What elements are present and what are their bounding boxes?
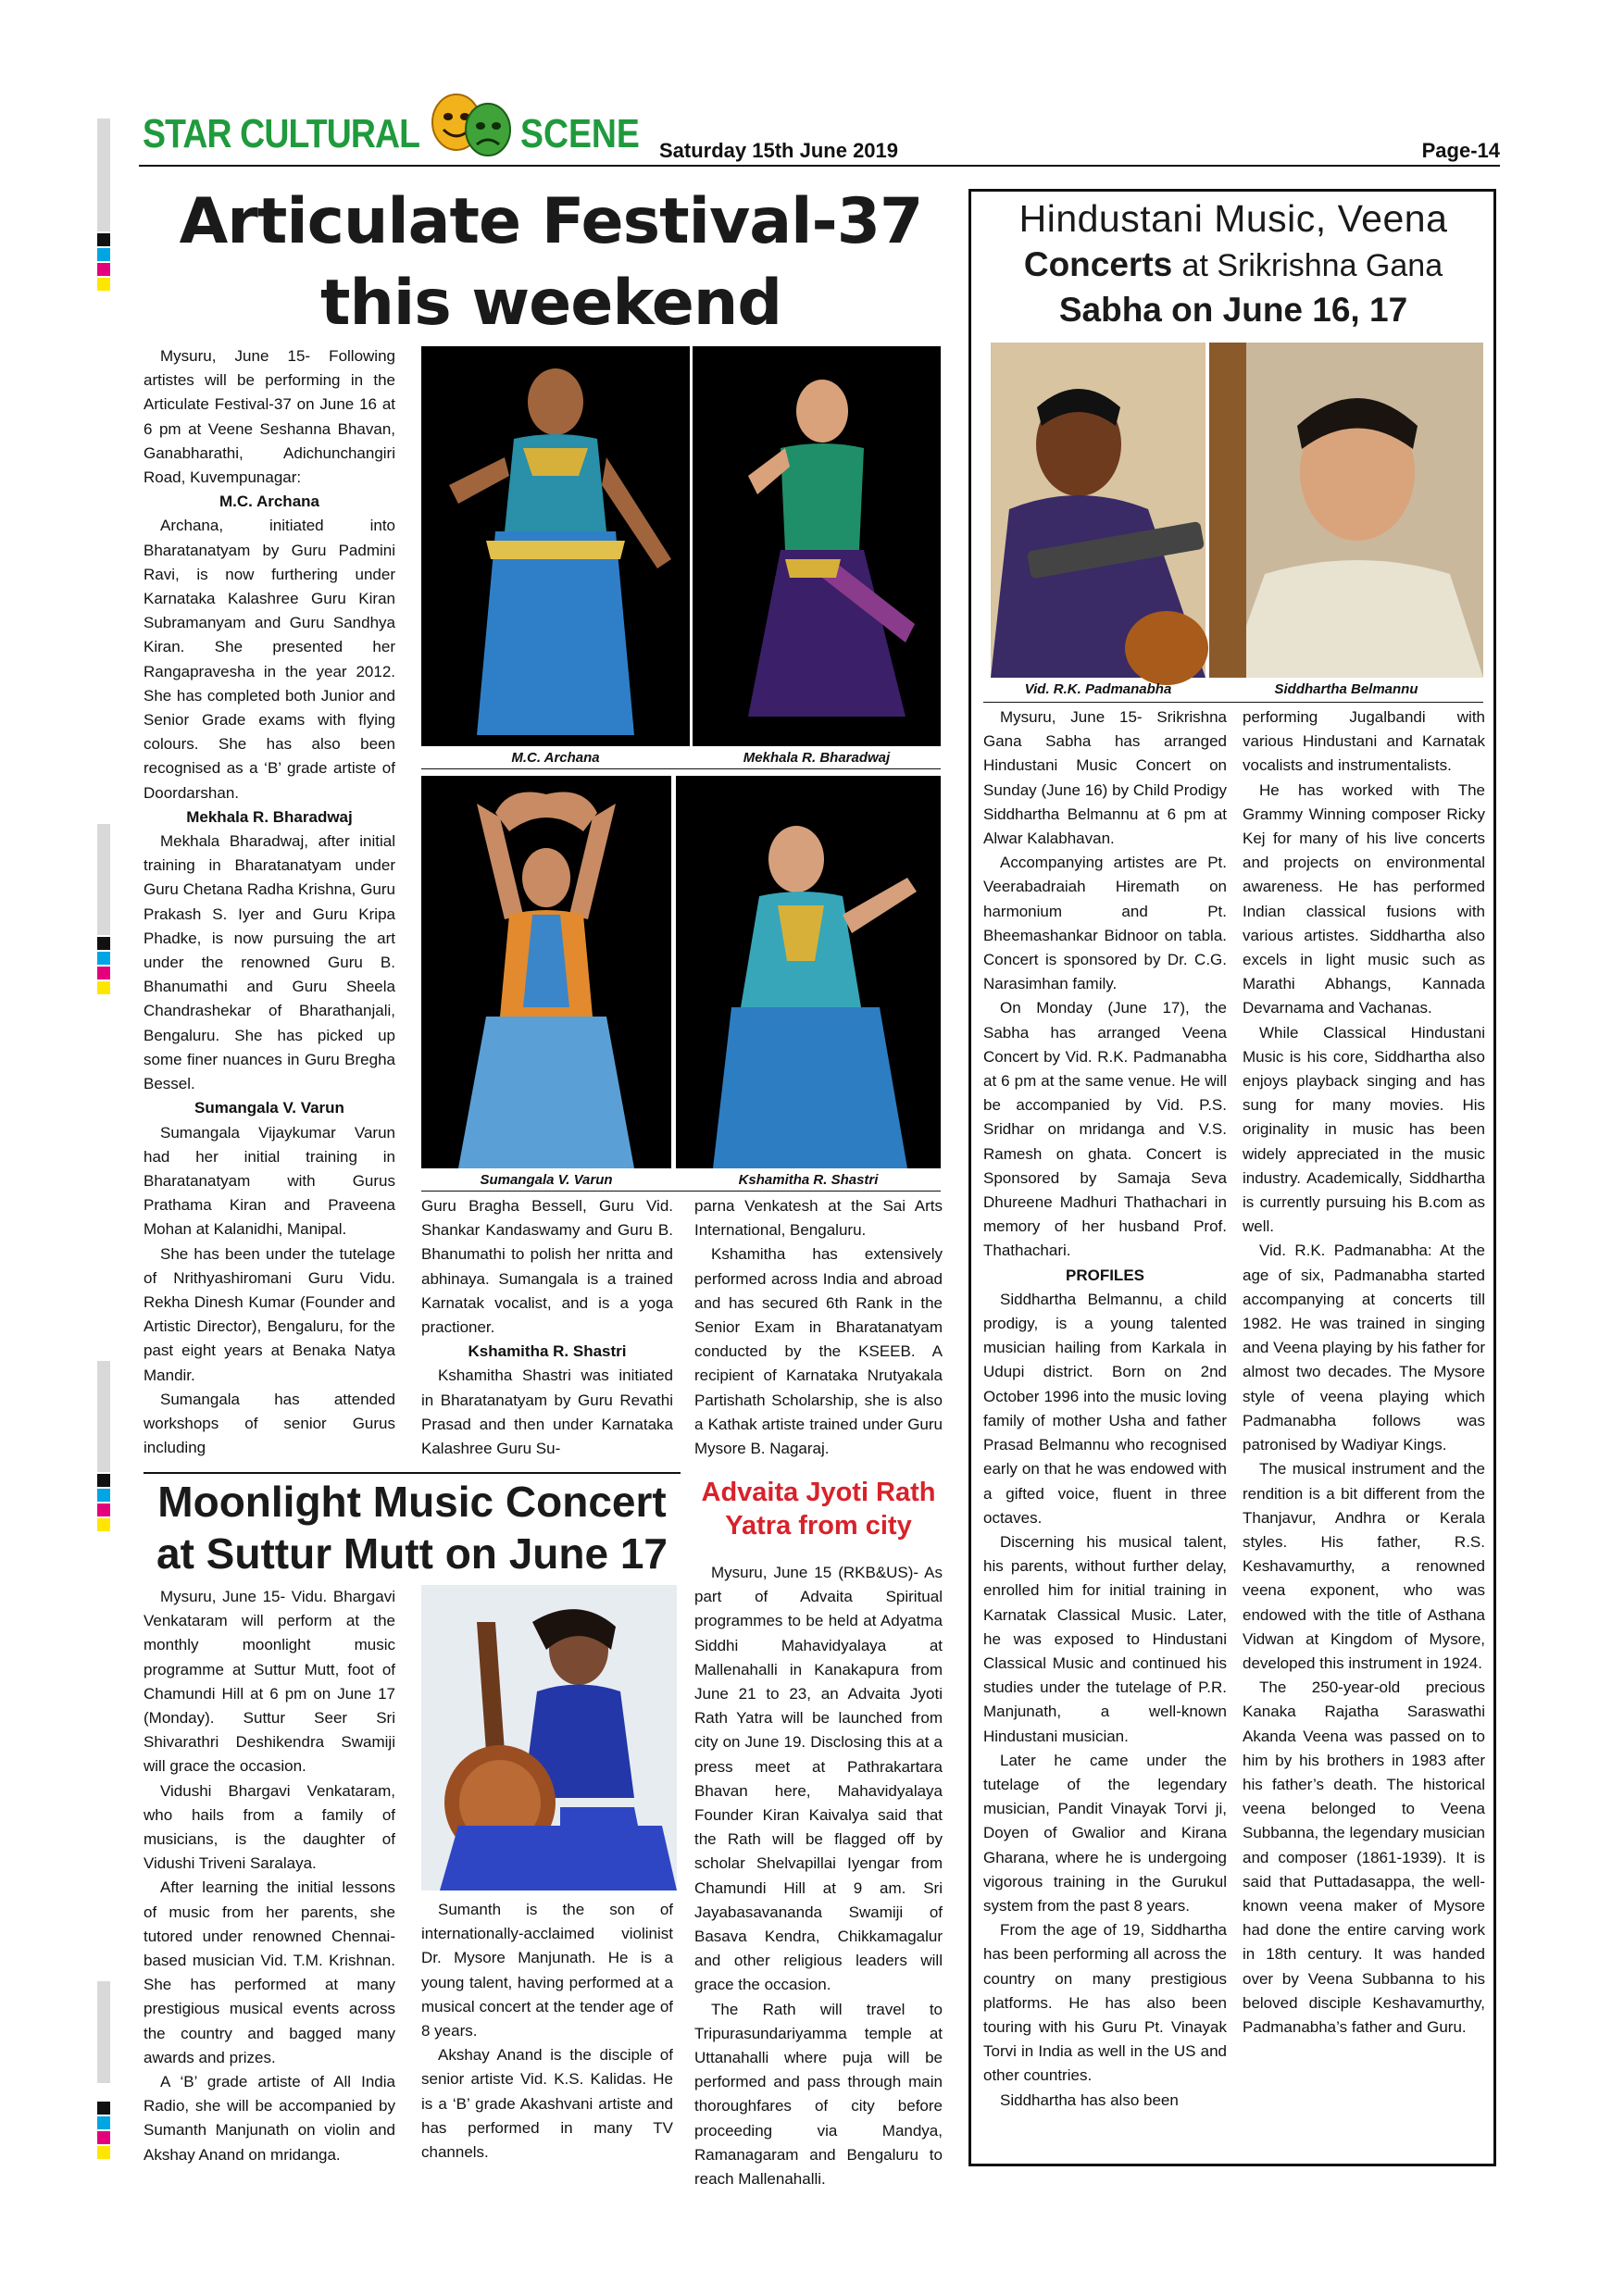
articulate-column-1 (144, 344, 395, 1466)
hindustani-paragraph: Later he came under the tutelage of the legendary musician, Pandit Vinayak Torvi ji, Doyen of Gwalior and Kirana Gharana, where he is undergoing vigorous training in the Gurukul system from the past 8 years. (983, 1751, 1227, 1915)
articulate-col1-paragraphs (144, 344, 395, 1460)
photo-sumangala-varun (421, 776, 671, 1168)
moonlight-headline-line-2: at Suttur Mutt on June 17 (156, 1529, 668, 1578)
caption-siddhartha-belmannu: Siddhartha Belmannu (1274, 681, 1418, 697)
caption-rk-padmanabha: Vid. R.K. Padmanabha (1024, 681, 1172, 697)
articulate-headline-line-1: Articulate Festival-37 (179, 185, 923, 258)
articulate-headline (144, 181, 958, 344)
hindustani-column-2 (1243, 705, 1485, 2150)
articulate-subhead: Sumangala V. Varun (194, 1099, 344, 1117)
articulate-paragraph: Mekhala Bharadwaj, after initial training in Bharatanatyam under Guru Chetana Radha Krishna, Guru Prakash S. Iyer and Guru Kripa Phadke, is now pursuing the art under the renowned Guru B. Bhanumathi and Guru Sheela Chandrashekar of Bharathanjali, Bengaluru. She has picked up some finer nuances in Guru Bregha Bessel. (144, 832, 395, 1093)
articulate-column-3 (694, 1194, 943, 1468)
hindustani-paragraph: The 250-year-old precious Kanaka Rajatha Saraswathi Akanda Veena was passed on to him by his brothers in 1983 after his father’s death. The historical veena belonged to Veena Subbanna, the legendary musician and composer (1861-1939). It is said that Puttadasappa, the well-known veena maker of Mysore had done the entire carving work in 18th century. It was handed over by Veena Subbanna to his beloved disciple Keshavamurthy, Padmanabha’s father and Guru. (1243, 1678, 1485, 2036)
hindustani-paragraph: From the age of 19, Siddhartha has been performing all across the country on many prestigious platforms. He has also been touring with his Guru Pt. Vinayak Torvi in India as well in the US and other countries. (983, 1921, 1227, 2085)
hindustani-paragraph: Discerning his musical talent, his parents, without further delay, enrolled him for initial training in Karnatak Classical Music. Later, he was exposed to Hindustani Classical Music and continued his studies under the tutelage of P.R. Manjunath, a well-known Hindustani musician. (983, 1532, 1227, 1745)
articulate-paragraph: Sumangala has attended workshops of senior Gurus including (144, 1390, 395, 1457)
photo-mekhala-bharadwaj (693, 346, 941, 746)
masthead-logo-left: STAR CULTURAL (143, 111, 420, 156)
hindustani-paragraph: While Classical Hindustani Music is his core, Siddhartha also enjoys playback singing and has sung for many movies. His originality in music has been widely appreciated in the music industry. Academically, Siddhartha is currently pursuing his B.com as well. (1243, 1023, 1485, 1236)
articulate-paragraph: Archana, initiated into Bharatanatyam by Guru Padmini Ravi, is now furthering under Karnataka Kalashree Guru Kiran Subramanyam and Guru Sandhya Kiran. She presented her Rangapravesha in the year 2012. She has completed both Junior and Senior Grade exams with flying colours. She has also been recognised as a ‘B’ grade artiste of Doordarshan. (144, 517, 395, 802)
moonlight-headline (144, 1476, 681, 1579)
photo-rk-padmanabha (991, 343, 1206, 678)
moonlight-headline-line-1: Moonlight Music Concert (157, 1478, 667, 1526)
moonlight-paragraph: Mysuru, June 15- Vidu. Bhargavi Venkataram will perform at the monthly moonlight music programme at Suttur Mutt, foot of Chamundi Hill at 6 pm on June 17 (Monday). Suttur Seer Sri Shivarathri Deshikendra Swamiji will grace the occasion. (144, 1588, 395, 1776)
moonlight-col1-paragraphs (144, 1585, 395, 2167)
articulate-subhead: M.C. Archana (219, 493, 319, 511)
hindustani-col1-paragraphs (983, 705, 1227, 2113)
articulate-column-2 (421, 1194, 673, 1468)
articulate-paragraph: Sumangala Vijaykumar Varun had her initial training in Bharatanatyam with Gurus Prathama Kiran and Praveena Mohan at Kalanidhi, Manipal. (144, 1123, 395, 1239)
articulate-paragraph: Kshamitha Shastri was initiated in Bharatanatyam by Guru Revathi Prasad and then under Karnataka Kalashree Guru Su- (421, 1366, 673, 1458)
hindustani-paragraph: Siddhartha has also been (1000, 2090, 1179, 2109)
caption-rule (421, 768, 941, 769)
masthead-logo-right: SCENE (520, 111, 640, 156)
advaita-headline-line-2: Yatra from city (725, 1511, 912, 1541)
photo-bhargavi-venkataram (421, 1585, 677, 1890)
caption-sumangala-varun: Sumangala V. Varun (480, 1172, 613, 1188)
advaita-column (694, 1561, 943, 2189)
moonlight-column-2 (421, 1898, 673, 2174)
photo-mc-archana (421, 346, 690, 746)
hindustani-paragraph: The musical instrument and the rendition is a bit different from the Thanjavur, Andhra or Kerala styles. His father, R.S. Keshavamurthy, a renowned veena exponent, who was endowed with the title of Asthana Vidwan at Kingdom of Mysore, developed this instrument in 1924. (1243, 1460, 1485, 1672)
theatre-masks-icon (421, 89, 523, 163)
advaita-headline (694, 1476, 943, 1542)
photo-kshamitha-shastri (676, 776, 941, 1168)
caption-rule-2 (421, 1191, 941, 1192)
masthead (139, 83, 1500, 167)
hindustani-headline-concerts: Concerts (1023, 245, 1173, 283)
hindustani-headline-line-3: Sabha on June 16, 17 (1058, 291, 1408, 329)
hindustani-subhead: PROFILES (1065, 1266, 1144, 1284)
articulate-col3-paragraphs (694, 1194, 943, 1461)
hindustani-paragraph: He has worked with The Grammy Winning composer Ricky Kej for many of his live concerts and projects on environmental awareness. He has performed Indian classical fusions with various artistes. Siddhartha also excels in light music such as Marathi Abhangs, Kannada Devarnama and Vachanas. (1243, 780, 1485, 1017)
hindustani-paragraph: Accompanying artistes are Pt. Veerabadraiah Hiremath on harmonium and Pt. Bheemashankar Bidnoor on tabla. Concert is sponsored by Dr. C.G. Narasimhan family. (983, 854, 1227, 993)
caption-mekhala-bharadwaj: Mekhala R. Bharadwaj (743, 750, 891, 766)
moonlight-column-1 (144, 1585, 395, 2174)
moonlight-top-rule (144, 1472, 681, 1474)
caption-mc-archana: M.C. Archana (511, 750, 600, 766)
articulate-paragraph: She has been under the tutelage of Nrithyashiromani Guru Vidu. Rekha Dinesh Kumar (Founder and Artistic Director), Bengaluru, for the past eight years at Benaka Natya Mandir. (144, 1244, 395, 1384)
hindustani-paragraph: Mysuru, June 15- Srikrishna Gana Sabha has arranged Hindustani Music Concert on Sunday (June 16) by Child Prodigy Siddhartha Belmannu at 6 pm at Alwar Kalabhavan. (983, 708, 1227, 848)
articulate-paragraph: Guru Bragha Bessell, Guru Vid. Shankar Kandaswamy and Guru B. Bhanumathi to polish her nritta and abhinaya. Sumangala is a trained Karnatak vocalist, and is a yoga practioner. (421, 1197, 673, 1337)
advaita-col-paragraphs (694, 1561, 943, 2191)
hindustani-column-1 (983, 705, 1227, 2150)
masthead-page-number: Page-14 (1421, 139, 1500, 162)
articulate-headline-line-2: this weekend (319, 267, 782, 340)
hindustani-headline (981, 194, 1485, 332)
hindustani-headline-line-2 (981, 243, 1485, 288)
advaita-headline-line-1: Advaita Jyoti Rath (701, 1478, 936, 1507)
hindustani-paragraph: performing Jugalbandi with various Hindustani and Karnatak vocalists and instrumentalists. (1243, 708, 1485, 775)
moonlight-paragraph: After learning the initial lessons of music from her parents, she tutored under renowned Chennai-based musician Vid. T.M. Krishnan. She has performed at many prestigious musical events across the country and bagged many awards and prizes. (144, 1878, 395, 2066)
articulate-paragraph: Kshamitha has extensively performed across India and abroad and has secured 6th Rank in the Senior Exam in Bharatanatyam conducted by the KSEEB. A recipient of Karnataka Nrutyakala Partishath Scholarship, she is also a Kathak artiste trained under Guru Mysore B. Nagaraj. (694, 1245, 943, 1458)
masthead-rule (139, 165, 1500, 167)
advaita-paragraph: Mysuru, June 15 (RKB&US)- As part of Advaita Spiritual programmes to be held at Adyatma Siddhi Mahavidyalaya at Mallenahalli in Kanakapura from June 21 to 23, an Advaita Jyoti Rath Yatra will be launched from city on June 19. Disclosing this at a press meet at Pathrakartara Bhavan here, Mahavidyalaya Founder Kiran Kaivalya said that the Rath will be flagged off by scholar Shelvapillai Iyengar from Chamundi Hill at 9 am. Sri Jayabasavananda Swamiji of Basava Kendra, Chikkamagalur and other religious leaders will grace the occasion. (694, 1564, 943, 1994)
masthead-date: Saturday 15th June 2019 (659, 139, 899, 162)
advaita-paragraph: The Rath will travel to Tripurasundariyamma temple at Uttanahalli where puja will be performed and pass through main thoroughfares of city before proceeding via Mandya, Ramanagaram and Bengaluru to reach Mallenahalli. (694, 2000, 943, 2189)
hindustani-headline-line-1: Hindustani Music, Veena (1018, 197, 1448, 240)
hindustani-col2-paragraphs (1243, 705, 1485, 2040)
photo-siddhartha-belmannu (1209, 343, 1483, 678)
articulate-col2-paragraphs (421, 1194, 673, 1461)
moonlight-paragraph: Vidushi Bhargavi Venkataram, who hails from a family of musicians, is the daughter of Vidushi Triveni Saralaya. (144, 1781, 395, 1873)
moonlight-paragraph: Sumanth is the son of internationally-acclaimed violinist Dr. Mysore Manjunath. He is a young talent, having performed at a musical concert at the tender age of 8 years. (421, 1901, 673, 2040)
moonlight-col2-paragraphs (421, 1898, 673, 2165)
caption-kshamitha-shastri: Kshamitha R. Shastri (738, 1172, 879, 1188)
hindustani-paragraph: On Monday (June 17), the Sabha has arranged Veena Concert by Vid. R.K. Padmanabha at 6 pm at the same venue. He will be accompanied by Vid. P.S. Sridhar on mridanga and V.S. Ramesh on ghata. Concert is Sponsored by Samaja Seva Dhureene Madhuri Thathachari in memory of her husband Prof. Thathachari. (983, 999, 1227, 1260)
articulate-subhead: Mekhala R. Bharadwaj (186, 807, 353, 826)
articulate-paragraph: Mysuru, June 15- Following artistes will be performing in the Articulate Festival-37 on June 16 at 6 pm at Veene Seshanna Bhavan, Ganabharathi, Adichunchangiri Road, Kuvempunagar: (144, 347, 395, 487)
hindustani-paragraph: Siddhartha Belmannu, a child prodigy, is a young talented musician hailing from Karkala in Udupi district. Born on 2nd October 1996 into the music loving family of mother Usha and father Prasad Belmannu who recognised early on that he was endowed with a gifted voice, fluent in three octaves. (983, 1290, 1227, 1527)
moonlight-paragraph: A ‘B’ grade artiste of All India Radio, she will be accompanied by Sumanth Manjunath on violin and Akshay Anand on mridanga. (144, 2073, 395, 2164)
hindustani-paragraph: Vid. R.K. Padmanabha: At the age of six, Padmanabha started accompanying at concerts till 1982. He was trained in singing and Veena playing by his father for almost two decades. The Mysore style of veena playing which Padmanabha follows was patronised by Wadiyar Kings. (1243, 1242, 1485, 1454)
hindustani-headline-venue: at Srikrishna Gana (1181, 248, 1443, 283)
articulate-subhead: Kshamitha R. Shastri (468, 1342, 627, 1361)
hindustani-caption-rule (983, 702, 1483, 703)
moonlight-paragraph: Akshay Anand is the disciple of senior artiste Vid. K.S. Kalidas. He is a ‘B’ grade Akashvani artiste and has performed in many TV channels. (421, 2046, 673, 2162)
articulate-paragraph: parna Venkatesh at the Sai Arts International, Bengaluru. (694, 1197, 943, 1240)
